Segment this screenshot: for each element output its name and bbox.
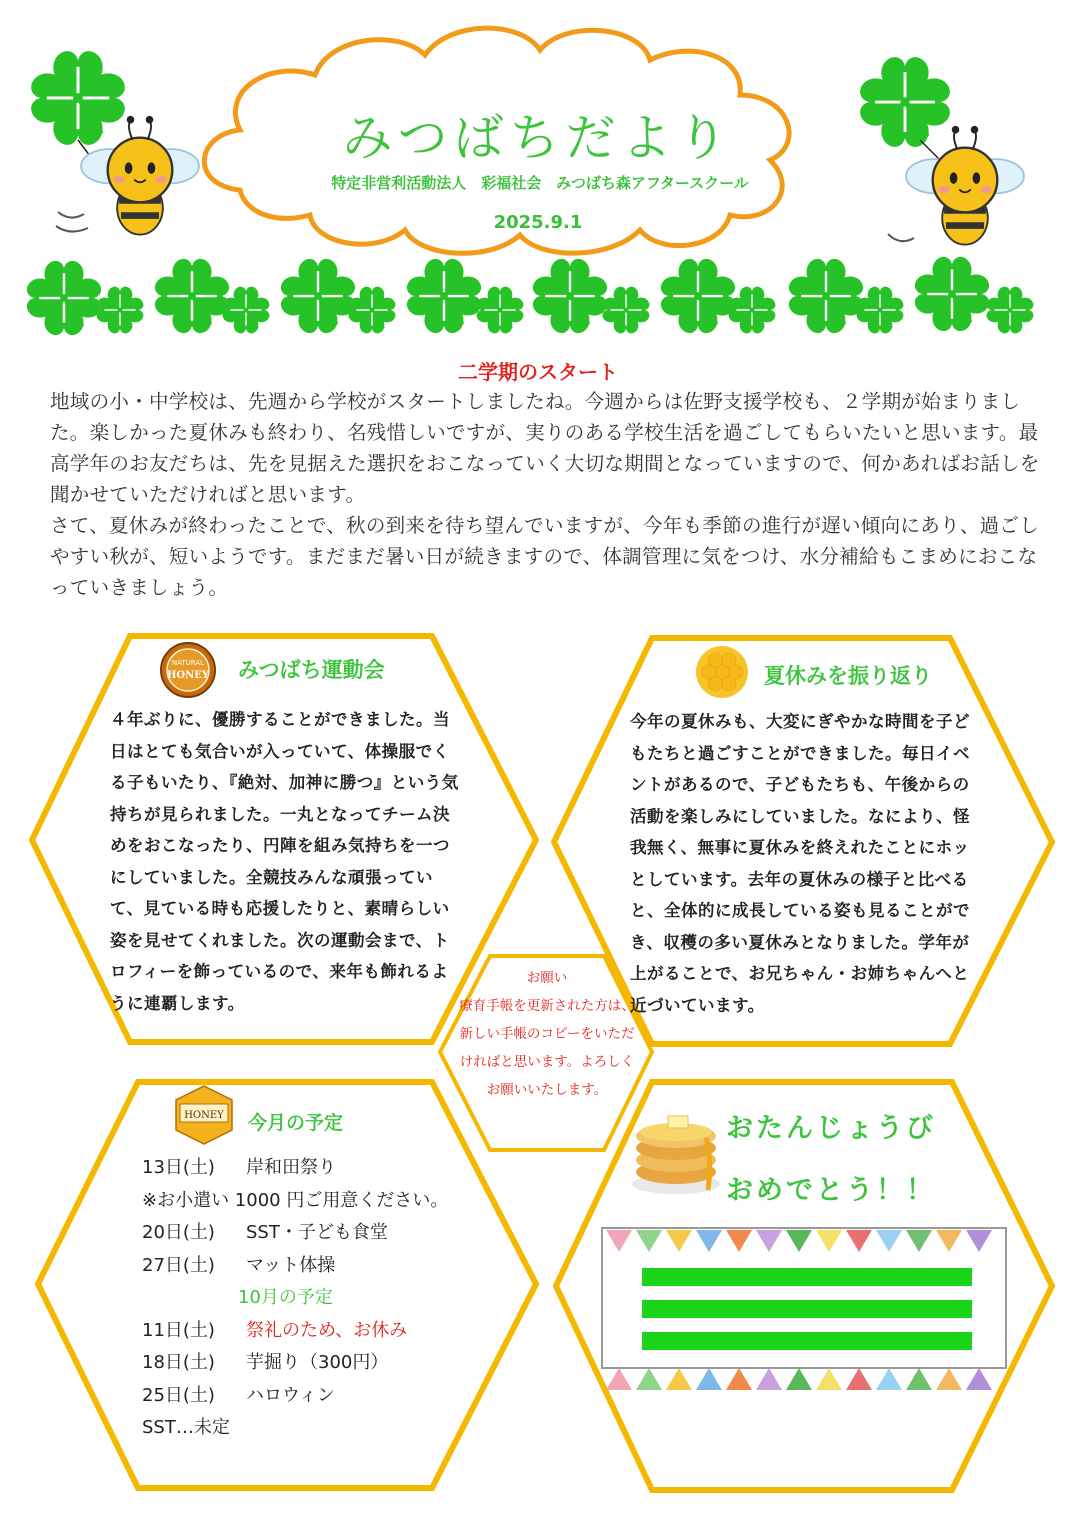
honeycomb-icon bbox=[696, 646, 748, 698]
organization-name: 特定非営利活動法人 彩福社会 みつばち森アフタースクール bbox=[331, 174, 749, 192]
schedule-footer: SST…未定 bbox=[142, 1417, 230, 1438]
sports-day-title: みつばち運動会 bbox=[238, 658, 385, 682]
summer-body: 今年の夏休みも、大変にぎやかな時間を子どもたちと過ごすことができました。毎日イベントがあるので、子どもたちも、午後からの活動を楽しみにしていました。なにより、怪我無く、無事に夏休みを終えれたことにホッとしています。去年の夏休みの様子と比べると、全体的に成長している姿も見ることができ、収穫の多い夏休みとなりました。学年が上がることで、お兄ちゃん・お姉ちゃんへと近づいています。 bbox=[630, 712, 970, 1015]
schedule-item: 27日(土) マット体操 bbox=[142, 1254, 336, 1276]
issue-date: 2025.9.1 bbox=[493, 212, 583, 233]
intro-paragraph-2: さて、夏休みが終わったことで、秋の到来を待ち望んでいますが、今年も季節の進行が遅い傾向にあり、過ごしやすい秋が、短いようです。まだまだ暑い日が続きますので、体調管理に気をつけ、水分補給もこまめにおこなっていきましょう。 bbox=[50, 514, 1040, 599]
next-month-title: 10月の予定 bbox=[238, 1287, 333, 1308]
intro-heading: 二学期のスタート bbox=[458, 360, 618, 384]
birthday-heading bbox=[726, 1098, 936, 1222]
schedule-item: 25日(土) ハロウィン bbox=[142, 1384, 335, 1406]
svg-text:HONEY: HONEY bbox=[184, 1110, 224, 1121]
sports-day-body: ４年ぶりに、優勝することができました。当日はとても気合いが入っていて、体操服でくる子もいたり、『絶対、加神に勝つ』という気持ちが見られました。一丸となってチーム決めをおこなったり、円陣を組み気持ちを一つにしていました。全競技みんな頑張っていて、見ている時も応援したりと、素晴らしい姿を見せてくれました。次の運動会まで、トロフィーを飾っているので、来年も飾れるように連覇します。 bbox=[110, 710, 459, 1013]
birthday-line-1: おたんじょうび bbox=[726, 1113, 936, 1144]
name-bar-2 bbox=[642, 1300, 972, 1318]
name-bar-3 bbox=[642, 1332, 972, 1350]
birthday-line-2: おめでとう！！ bbox=[726, 1175, 936, 1206]
name-bar-1 bbox=[642, 1268, 972, 1286]
svg-text:HONEY: HONEY bbox=[166, 670, 210, 681]
notice-title: お願い bbox=[526, 970, 568, 986]
summer-title: 夏休みを振り返り bbox=[764, 664, 932, 688]
schedule-item: 13日(土) 岸和田祭り bbox=[142, 1157, 336, 1178]
schedule-item: 20日(土) SST・子ども食堂 bbox=[142, 1222, 388, 1243]
schedule-list bbox=[142, 1152, 454, 1445]
newsletter-title: みつばちだより bbox=[342, 109, 734, 167]
schedule-note: ※お小遣い 1000 円ご用意ください。 bbox=[142, 1189, 449, 1211]
intro-text bbox=[50, 386, 1040, 603]
notice-box bbox=[456, 964, 638, 1104]
schedule-item: 18日(土) 芋掘り（300円） bbox=[142, 1352, 389, 1373]
pancake-icon bbox=[632, 1116, 720, 1194]
schedule-item: 11日(土) 祭礼のため、お休み bbox=[142, 1319, 408, 1341]
notice-body: 療育手帳を更新された方は、新しい手帳のコピーをいただければと思います。よろしくお願いいたします。 bbox=[459, 998, 635, 1098]
svg-text:NATURAL: NATURAL bbox=[171, 659, 205, 667]
schedule-title: 今月の予定 bbox=[248, 1112, 344, 1134]
intro-paragraph-1: 地域の小・中学校は、先週から学校がスタートしましたね。今週からは佐野支援学校も、２学期が始まりました。楽しかった夏休みも終わり、名残惜しいですが、実りのある学校生活を過ごしてもらいたいと思います。最高学年のお友だちは、先を見据えた選択をおこなっていく大切な期間となっていますので、何かあればお話しを聞かせていただければと思います。 bbox=[50, 390, 1040, 506]
